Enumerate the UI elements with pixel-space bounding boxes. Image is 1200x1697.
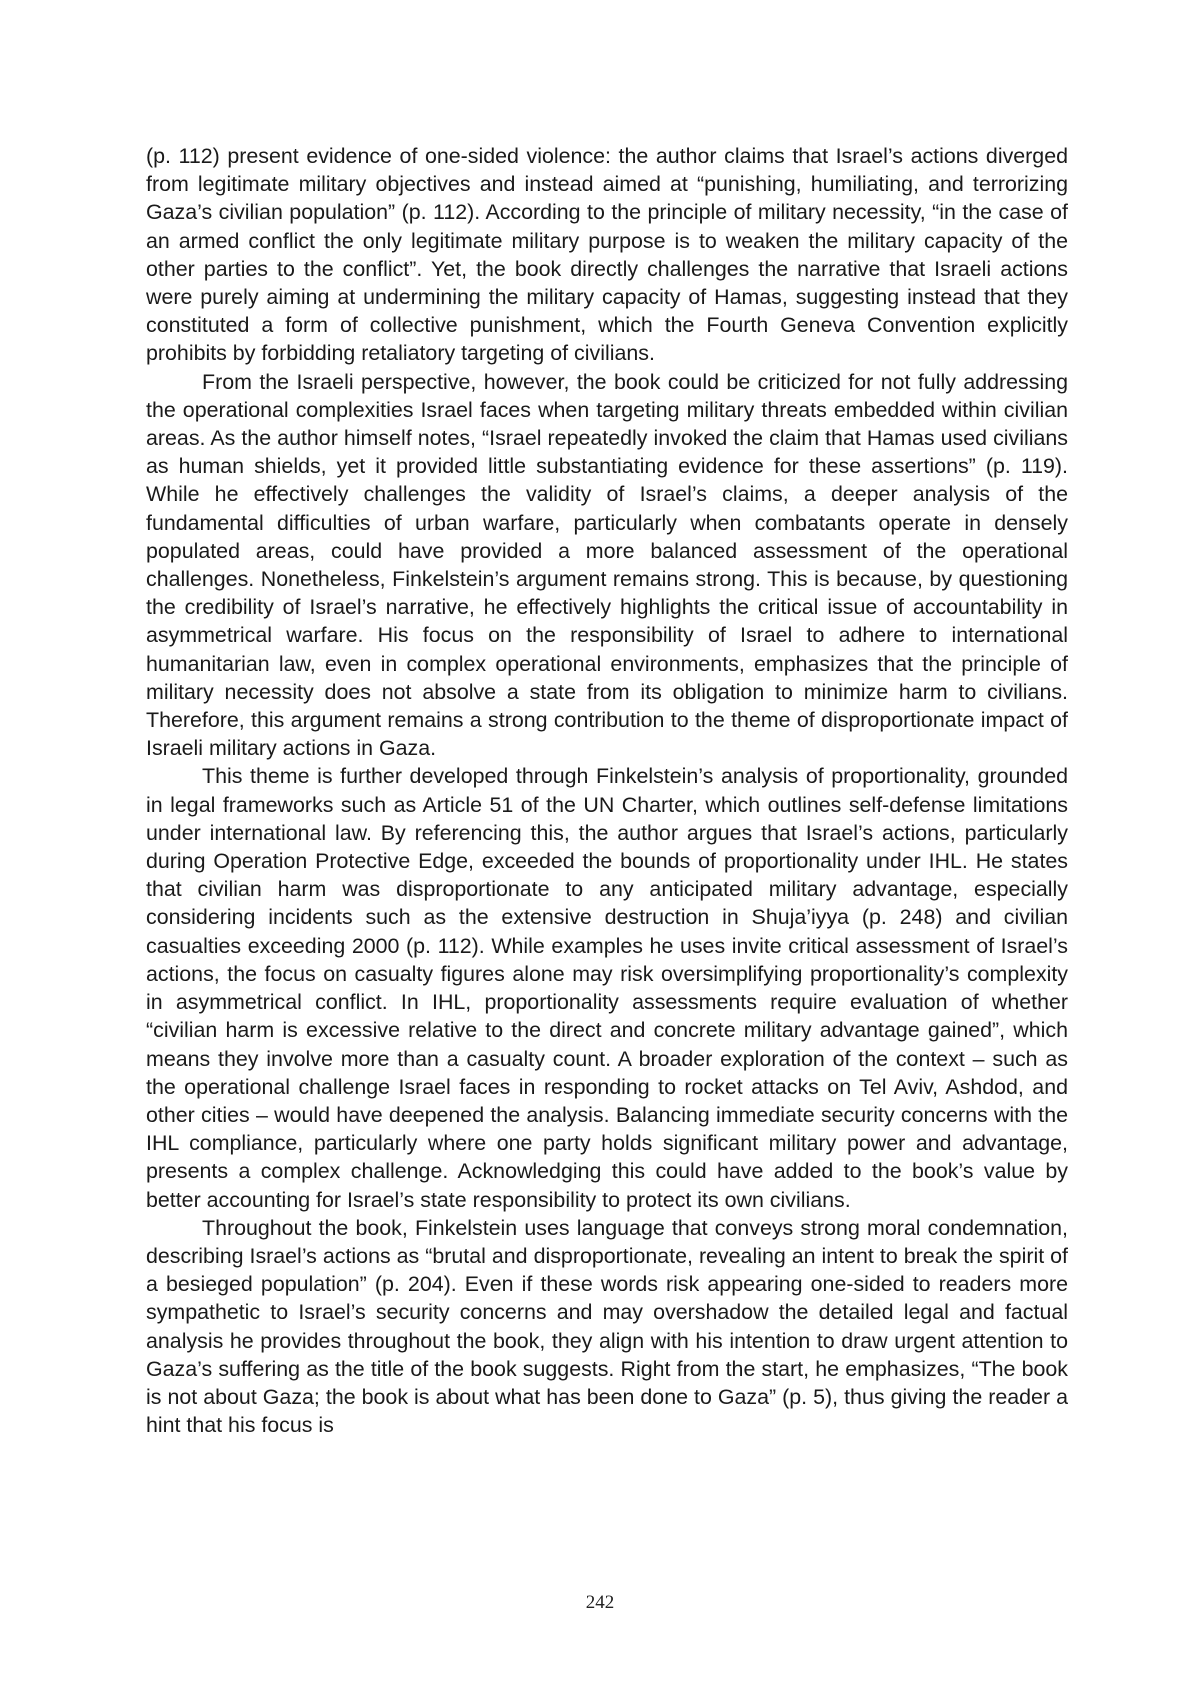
paragraph-1: (p. 112) present evidence of one-sided violence: the author claims that Israel’s actions diverged from legitimate military objectives and instead aimed at “punishing, humiliating, and terrorizing Gaza’s civilian population” (p. 112). According to the principle of military necessity, “in the case of an armed conflict the only legitimate military purpose is to weaken the military capacity of the other parties to the conflict”. Yet, the book directly challenges the narrative that Israeli actions were purely aiming at undermining the military capacity of Hamas, suggesting instead that they constituted a form of collective punishment, which the Fourth Geneva Convention explicitly prohibits by forbidding retaliatory targeting of civilians.: [146, 144, 1068, 366]
body-text: [146, 142, 1068, 1439]
paragraph-4: Throughout the book, Finkelstein uses language that conveys strong moral condemnation, describing Israel’s actions as “brutal and disproportionate, revealing an intent to break the spirit of a besieged population” (p. 204). Even if these words risk appearing one-sided to readers more sympathetic to Israel’s security concerns and may overshadow the detailed legal and factual analysis he provides throughout the book, they align with his intention to draw urgent attention to Gaza’s suffering as the title of the book suggests. Right from the start, he emphasizes, “The book is not about Gaza; the book is about what has been done to Gaza” (p. 5), thus giving the reader a hint that his focus is: [146, 1215, 1068, 1438]
paragraph-3: This theme is further developed through Finkelstein’s analysis of proportionality, grounded in legal frameworks such as Article 51 of the UN Charter, which outlines self-defense limitations under international law. By referencing this, the author argues that Israel’s actions, particularly during Operation Protective Edge, exceeded the bounds of proportionality under IHL. He states that civilian harm was disproportionate to any anticipated military advantage, especially considering incidents such as the extensive destruction in Shuja’iyya (p. 248) and civilian casualties exceeding 2000 (p. 112). While examples he uses invite critical assessment of Israel’s actions, the focus on casualty figures alone may risk oversimplifying proportionality’s complexity in asymmetrical conflict. In IHL, proportionality assessments require evaluation of whether “civilian harm is excessive relative to the direct and concrete military advantage gained”, which means they involve more than a casualty count. A broader exploration of the context – such as the operational challenge Israel faces in responding to rocket attacks on Tel Aviv, Ashdod, and other cities – would have deepened the analysis. Balancing immediate security concerns with the IHL compliance, particularly where one party holds significant military power and advantage, presents a complex challenge. Acknowledging this could have added to the book’s value by better accounting for Israel’s state responsibility to protect its own civilians.: [146, 764, 1068, 1212]
paragraph-2: From the Israeli perspective, however, the book could be criticized for not fully addressing the operational complexities Israel faces when targeting military threats embedded within civilian areas. As the author himself notes, “Israel repeatedly invoked the claim that Hamas used civilians as human shields, yet it provided little substantiating evidence for these assertions” (p. 119). While he effectively challenges the validity of Israel’s claims, a deeper analysis of the fundamental difficulties of urban warfare, particularly when combatants operate in densely populated areas, could have provided a more balanced assessment of the operational challenges. Nonetheless, Finkelstein’s argument remains strong. This is because, by questioning the credibility of Israel’s narrative, he effectively highlights the critical issue of accountability in asymmetrical warfare. His focus on the responsibility of Israel to adhere to international humanitarian law, even in complex operational environments, emphasizes that the principle of military necessity does not absolve a state from its obligation to minimize harm to civilians. Therefore, this argument remains a strong contribution to the theme of disproportionate impact of Israeli military actions in Gaza.: [146, 369, 1068, 761]
page-number: 242: [585, 1592, 615, 1613]
